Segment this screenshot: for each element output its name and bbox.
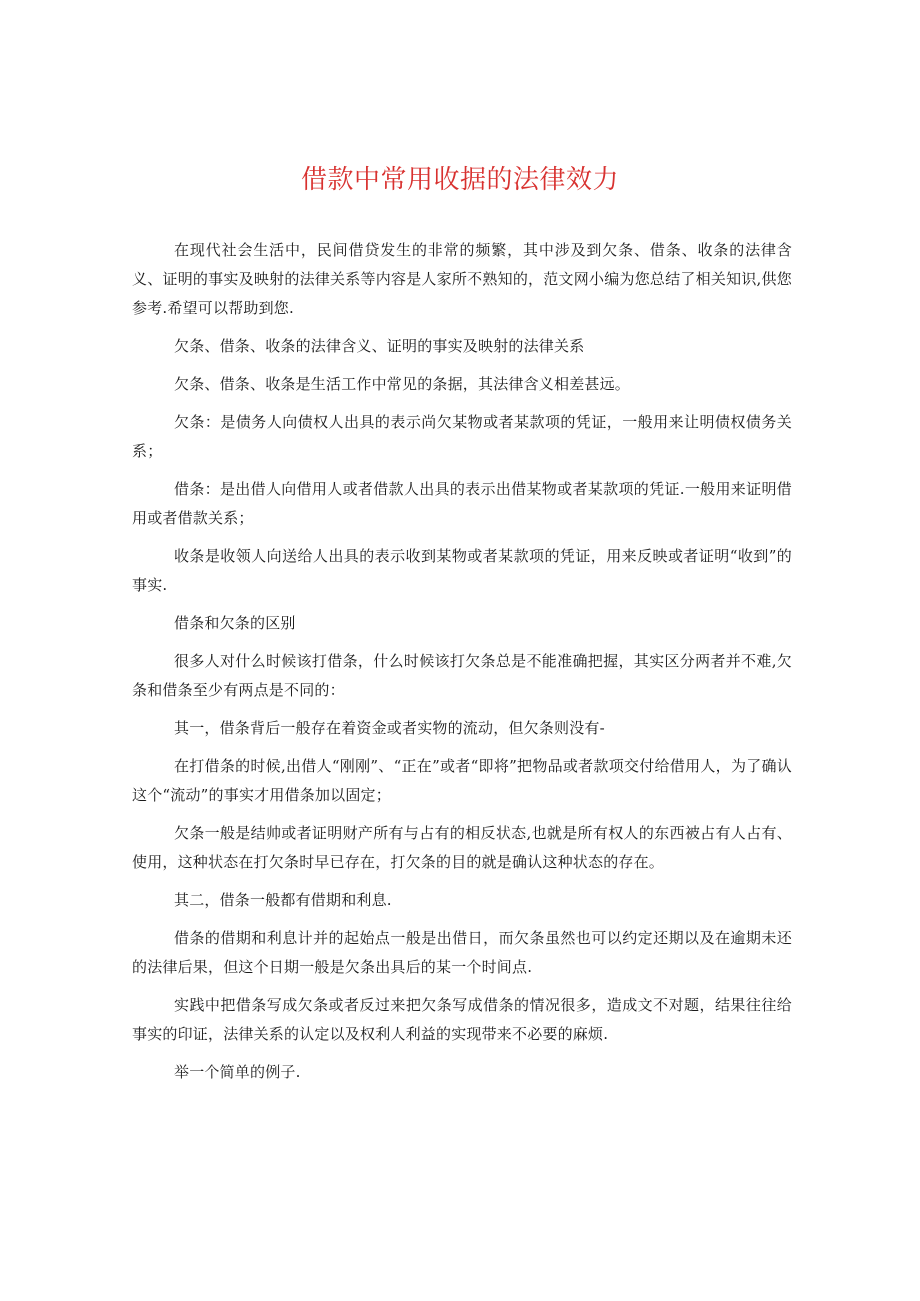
paragraph: 欠条一般是结帅或者证明财产所有与占有的相反状态,也就是所有权人的东西被占有人占有、使用，这种状态在打欠条时早已存在，打欠条的目的就是确认这种状态的存在。 bbox=[132, 824, 792, 871]
paragraph: 在现代社会生活中，民间借贷发生的非常的频繁，其中涉及到欠条、借条、收条的法律含义、证明的事实及映射的法律关系等内容是人家所不熟知的，范文网小编为您总结了相关知识,供您参考.希望可以帮助到您. bbox=[132, 241, 792, 317]
paragraph: 收条是收领人向送给人出具的表示收到某物或者某款项的凭证，用来反映或者证明“收到”的事实. bbox=[132, 547, 792, 594]
paragraph: 其一，借条背后一般存在着资金或者实物的流动，但欠条则没有- bbox=[174, 719, 605, 737]
paragraph: 借条的借期和利息计并的起始点一般是出借日，而欠条虽然也可以约定还期以及在逾期未还的法律后果，但这个日期一般是欠条出具后的某一个时间点. bbox=[132, 929, 792, 976]
paragraph: 很多人对什么时候该打借条，什么时候该打欠条总是不能准确把握，其实区分两者并不难,欠条和借条至少有两点是不同的： bbox=[132, 652, 792, 699]
paragraph: 欠条：是债务人向债权人出具的表示尚欠某物或者某款项的凭证，一般用来让明债权债务关系； bbox=[132, 413, 792, 460]
paragraph: 实践中把借条写成欠条或者反过来把欠条写成借条的情况很多，造成文不对题，结果往往给事实的印证，法律关系的认定以及权利人利益的实现带来不必要的麻烦. bbox=[132, 996, 792, 1043]
document-body bbox=[132, 236, 792, 1096]
paragraph: 在打借条的时候,出借人“刚刚”、“正在”或者“即将”把物品或者款项交付给借用人，为了确认这个“流动”的事实才用借条加以固定； bbox=[132, 757, 792, 804]
paragraph: 借条：是出借人向借用人或者借款人出具的表示出借某物或者某款项的凭证.一般用来证明借用或者借款关系； bbox=[132, 480, 792, 527]
paragraph: 举一个简单的例子. bbox=[174, 1063, 301, 1081]
paragraph: 欠条、借条、收条是生活工作中常见的条据，其法律含义相差甚远。 bbox=[174, 375, 631, 393]
document-title: 借款中常用收据的法律效力 bbox=[300, 165, 619, 195]
section-heading: 欠条、借条、收条的法律含义、证明的事实及映射的法律关系 bbox=[174, 337, 585, 355]
section-heading: 借条和欠条的区别 bbox=[174, 614, 296, 632]
paragraph: 其二，借条一般都有借期和利息. bbox=[174, 891, 392, 909]
